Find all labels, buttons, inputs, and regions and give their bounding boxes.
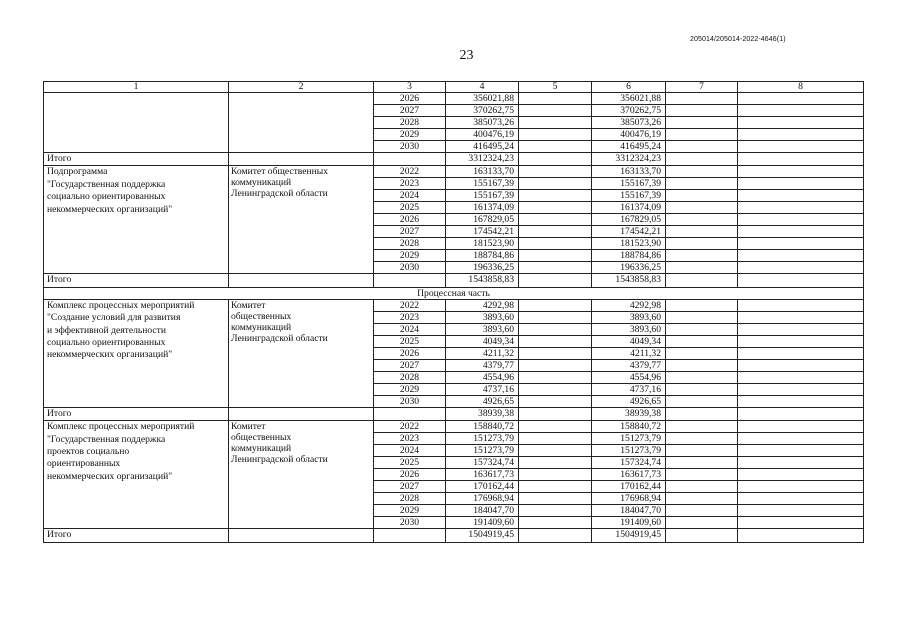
year-cell: 2024 — [374, 323, 446, 335]
empty-cell — [738, 214, 864, 226]
section-title: Процессная часть — [44, 287, 864, 299]
amount-cell: 3893,60 — [592, 311, 666, 323]
empty-cell — [666, 299, 738, 311]
amount-cell: 356021,88 — [592, 93, 666, 105]
empty-cell — [519, 505, 592, 517]
empty-cell — [229, 274, 374, 287]
year-cell: 2027 — [374, 105, 446, 117]
year-cell: 2024 — [374, 445, 446, 457]
empty-cell — [738, 469, 864, 481]
amount-cell: 161374,09 — [592, 202, 666, 214]
amount-cell: 184047,70 — [446, 505, 519, 517]
empty-cell — [519, 117, 592, 129]
empty-cell — [666, 190, 738, 202]
empty-cell — [738, 202, 864, 214]
column-number-row — [44, 82, 864, 93]
empty-cell — [666, 505, 738, 517]
empty-cell — [738, 274, 864, 287]
amount-cell: 151273,79 — [592, 445, 666, 457]
total-label: Итого — [44, 153, 229, 166]
empty-cell — [738, 262, 864, 274]
empty-cell — [519, 238, 592, 250]
empty-cell — [738, 371, 864, 383]
program-name-cell: Подпрограмма "Государственная поддержка социально ориентированных некоммерческих организаций" — [44, 166, 229, 274]
year-cell: 2028 — [374, 371, 446, 383]
empty-cell — [666, 445, 738, 457]
empty-cell — [738, 93, 864, 105]
amount-cell: 4737,16 — [592, 383, 666, 395]
year-cell: 2026 — [374, 93, 446, 105]
empty-cell — [738, 238, 864, 250]
empty-cell — [666, 238, 738, 250]
empty-cell — [666, 250, 738, 262]
amount-cell: 4049,34 — [592, 335, 666, 347]
empty-cell — [738, 517, 864, 529]
empty-cell — [666, 421, 738, 433]
empty-cell — [666, 178, 738, 190]
empty-cell — [519, 529, 592, 542]
empty-cell — [738, 153, 864, 166]
amount-cell: 3893,60 — [446, 311, 519, 323]
empty-cell — [738, 421, 864, 433]
amount-cell: 155167,39 — [446, 178, 519, 190]
empty-cell — [519, 383, 592, 395]
empty-cell — [519, 395, 592, 407]
empty-cell — [666, 433, 738, 445]
empty-cell — [519, 493, 592, 505]
amount-cell: 170162,44 — [592, 481, 666, 493]
table-row — [44, 166, 864, 178]
empty-cell — [519, 129, 592, 141]
amount-cell: 370262,75 — [592, 105, 666, 117]
year-cell: 2029 — [374, 383, 446, 395]
empty-cell — [229, 407, 374, 420]
amount-cell: 151273,79 — [592, 433, 666, 445]
amount-cell: 191409,60 — [446, 517, 519, 529]
amount-cell: 4737,16 — [446, 383, 519, 395]
amount-cell: 4379,77 — [446, 359, 519, 371]
empty-cell — [519, 323, 592, 335]
year-cell: 2029 — [374, 250, 446, 262]
total-row — [44, 529, 864, 542]
empty-cell — [738, 481, 864, 493]
empty-cell — [738, 407, 864, 420]
amount-cell: 155167,39 — [592, 190, 666, 202]
empty-cell — [519, 153, 592, 166]
amount-cell: 188784,86 — [592, 250, 666, 262]
empty-cell — [666, 214, 738, 226]
page-number: 23 — [459, 48, 474, 63]
executor-cell: Комитет общественных коммуникаций Ленинградской области — [229, 421, 374, 529]
empty-cell — [519, 105, 592, 117]
empty-cell — [666, 395, 738, 407]
empty-cell — [519, 226, 592, 238]
amount-cell: 174542,21 — [446, 226, 519, 238]
empty-cell — [666, 457, 738, 469]
empty-cell — [374, 274, 446, 287]
empty-cell — [666, 129, 738, 141]
year-cell: 2022 — [374, 299, 446, 311]
year-cell: 2023 — [374, 178, 446, 190]
empty-cell — [519, 93, 592, 105]
amount-cell: 385073,26 — [592, 117, 666, 129]
empty-cell — [519, 371, 592, 383]
empty-cell — [519, 347, 592, 359]
year-cell: 2029 — [374, 129, 446, 141]
empty-cell — [519, 311, 592, 323]
empty-cell — [519, 469, 592, 481]
program-name-cell: Комплекс процессных мероприятий "Создание условий для развития и эффективной деятельности социально ориентированных некоммерческих организаций" — [44, 299, 229, 407]
amount-cell: 4211,32 — [446, 347, 519, 359]
year-cell: 2025 — [374, 202, 446, 214]
amount-cell: 4926,65 — [592, 395, 666, 407]
table-row — [44, 93, 864, 105]
total-amount: 38939,38 — [446, 407, 519, 420]
amount-cell: 184047,70 — [592, 505, 666, 517]
empty-cell — [374, 153, 446, 166]
amount-cell: 385073,26 — [446, 117, 519, 129]
amount-cell: 167829,05 — [446, 214, 519, 226]
amount-cell: 151273,79 — [446, 433, 519, 445]
empty-cell — [666, 117, 738, 129]
empty-cell — [519, 214, 592, 226]
amount-cell: 196336,25 — [446, 262, 519, 274]
executor-cell: Комитет общественных коммуникаций Ленинградской области — [229, 299, 374, 407]
empty-cell — [666, 371, 738, 383]
amount-cell: 356021,88 — [446, 93, 519, 105]
executor-cell — [229, 93, 374, 153]
amount-cell: 163617,73 — [592, 469, 666, 481]
amount-cell: 416495,24 — [592, 141, 666, 153]
program-name-cell: Комплекс процессных мероприятий "Государственная поддержка проектов социально ориентированных некоммерческих организаций" — [44, 421, 229, 529]
amount-cell: 155167,39 — [592, 178, 666, 190]
empty-cell — [374, 529, 446, 542]
empty-cell — [666, 517, 738, 529]
amount-cell: 4379,77 — [592, 359, 666, 371]
empty-cell — [519, 421, 592, 433]
table-row — [44, 299, 864, 311]
year-cell: 2023 — [374, 433, 446, 445]
empty-cell — [738, 105, 864, 117]
empty-cell — [666, 335, 738, 347]
year-cell: 2024 — [374, 190, 446, 202]
amount-cell: 191409,60 — [592, 517, 666, 529]
amount-cell: 176968,94 — [446, 493, 519, 505]
empty-cell — [738, 190, 864, 202]
year-cell: 2025 — [374, 457, 446, 469]
amount-cell: 4554,96 — [446, 371, 519, 383]
program-name-cell — [44, 93, 229, 153]
total-label: Итого — [44, 274, 229, 287]
amount-cell: 163133,70 — [446, 166, 519, 178]
empty-cell — [666, 166, 738, 178]
empty-cell — [666, 493, 738, 505]
empty-cell — [519, 190, 592, 202]
total-row — [44, 153, 864, 166]
total-amount: 1543858,83 — [592, 274, 666, 287]
empty-cell — [666, 226, 738, 238]
empty-cell — [738, 129, 864, 141]
year-cell: 2028 — [374, 493, 446, 505]
empty-cell — [666, 274, 738, 287]
year-cell: 2022 — [374, 166, 446, 178]
empty-cell — [666, 93, 738, 105]
year-cell: 2027 — [374, 481, 446, 493]
amount-cell: 4049,34 — [446, 335, 519, 347]
empty-cell — [738, 457, 864, 469]
year-cell: 2027 — [374, 226, 446, 238]
empty-cell — [519, 433, 592, 445]
empty-cell — [519, 407, 592, 420]
table-row — [44, 421, 864, 433]
empty-cell — [666, 407, 738, 420]
amount-cell: 161374,09 — [446, 202, 519, 214]
column-header: 8 — [738, 82, 864, 93]
amount-cell: 4211,32 — [592, 347, 666, 359]
empty-cell — [519, 262, 592, 274]
empty-cell — [519, 335, 592, 347]
budget-table — [43, 81, 864, 543]
total-amount: 1504919,45 — [446, 529, 519, 542]
empty-cell — [666, 529, 738, 542]
empty-cell — [666, 359, 738, 371]
empty-cell — [519, 481, 592, 493]
total-amount: 3312324,23 — [446, 153, 519, 166]
empty-cell — [738, 178, 864, 190]
empty-cell — [519, 274, 592, 287]
year-cell: 2030 — [374, 395, 446, 407]
year-cell: 2030 — [374, 262, 446, 274]
amount-cell: 400476,19 — [592, 129, 666, 141]
empty-cell — [738, 141, 864, 153]
year-cell: 2028 — [374, 117, 446, 129]
empty-cell — [666, 105, 738, 117]
total-amount: 1504919,45 — [592, 529, 666, 542]
column-header: 2 — [229, 82, 374, 93]
empty-cell — [519, 517, 592, 529]
year-cell: 2026 — [374, 469, 446, 481]
document-id: 205014/205014-2022-4646(1) — [690, 36, 786, 43]
year-cell: 2026 — [374, 214, 446, 226]
empty-cell — [738, 323, 864, 335]
executor-cell: Комитет общественных коммуникаций Ленинградской области — [229, 166, 374, 274]
amount-cell: 167829,05 — [592, 214, 666, 226]
amount-cell: 3893,60 — [446, 323, 519, 335]
empty-cell — [738, 299, 864, 311]
amount-cell: 400476,19 — [446, 129, 519, 141]
total-row — [44, 274, 864, 287]
empty-cell — [666, 481, 738, 493]
amount-cell: 196336,25 — [592, 262, 666, 274]
empty-cell — [738, 493, 864, 505]
amount-cell: 158840,72 — [446, 421, 519, 433]
empty-cell — [738, 445, 864, 457]
empty-cell — [738, 383, 864, 395]
empty-cell — [519, 250, 592, 262]
column-header: 6 — [592, 82, 666, 93]
empty-cell — [519, 299, 592, 311]
empty-cell — [519, 166, 592, 178]
empty-cell — [519, 359, 592, 371]
empty-cell — [666, 469, 738, 481]
empty-cell — [738, 395, 864, 407]
empty-cell — [666, 383, 738, 395]
empty-cell — [519, 457, 592, 469]
amount-cell: 370262,75 — [446, 105, 519, 117]
column-header: 5 — [519, 82, 592, 93]
section-row — [44, 287, 864, 299]
amount-cell: 155167,39 — [446, 190, 519, 202]
empty-cell — [738, 166, 864, 178]
year-cell: 2028 — [374, 238, 446, 250]
empty-cell — [738, 529, 864, 542]
column-header: 1 — [44, 82, 229, 93]
empty-cell — [666, 311, 738, 323]
amount-cell: 4292,98 — [592, 299, 666, 311]
empty-cell — [738, 250, 864, 262]
year-cell: 2030 — [374, 517, 446, 529]
empty-cell — [666, 141, 738, 153]
empty-cell — [666, 262, 738, 274]
year-cell: 2030 — [374, 141, 446, 153]
year-cell: 2029 — [374, 505, 446, 517]
amount-cell: 157324,74 — [592, 457, 666, 469]
empty-cell — [666, 323, 738, 335]
total-amount: 38939,38 — [592, 407, 666, 420]
amount-cell: 181523,90 — [592, 238, 666, 250]
empty-cell — [738, 505, 864, 517]
year-cell: 2025 — [374, 335, 446, 347]
column-header: 3 — [374, 82, 446, 93]
year-cell: 2023 — [374, 311, 446, 323]
amount-cell: 176968,94 — [592, 493, 666, 505]
amount-cell: 188784,86 — [446, 250, 519, 262]
amount-cell: 416495,24 — [446, 141, 519, 153]
empty-cell — [738, 117, 864, 129]
empty-cell — [519, 141, 592, 153]
year-cell: 2027 — [374, 359, 446, 371]
year-cell: 2026 — [374, 347, 446, 359]
empty-cell — [738, 347, 864, 359]
empty-cell — [738, 226, 864, 238]
amount-cell: 158840,72 — [592, 421, 666, 433]
total-label: Итого — [44, 407, 229, 420]
total-row — [44, 407, 864, 420]
amount-cell: 163617,73 — [446, 469, 519, 481]
amount-cell: 181523,90 — [446, 238, 519, 250]
amount-cell: 170162,44 — [446, 481, 519, 493]
empty-cell — [374, 407, 446, 420]
amount-cell: 4554,96 — [592, 371, 666, 383]
column-header: 7 — [666, 82, 738, 93]
amount-cell: 4926,65 — [446, 395, 519, 407]
total-amount: 3312324,23 — [592, 153, 666, 166]
empty-cell — [666, 153, 738, 166]
year-cell: 2022 — [374, 421, 446, 433]
amount-cell: 4292,98 — [446, 299, 519, 311]
amount-cell: 157324,74 — [446, 457, 519, 469]
empty-cell — [738, 335, 864, 347]
empty-cell — [738, 359, 864, 371]
empty-cell — [229, 529, 374, 542]
empty-cell — [666, 202, 738, 214]
empty-cell — [738, 311, 864, 323]
empty-cell — [738, 433, 864, 445]
empty-cell — [519, 178, 592, 190]
column-header: 4 — [446, 82, 519, 93]
amount-cell: 151273,79 — [446, 445, 519, 457]
total-label: Итого — [44, 529, 229, 542]
empty-cell — [666, 347, 738, 359]
amount-cell: 163133,70 — [592, 166, 666, 178]
amount-cell: 174542,21 — [592, 226, 666, 238]
empty-cell — [229, 153, 374, 166]
empty-cell — [519, 445, 592, 457]
empty-cell — [519, 202, 592, 214]
total-amount: 1543858,83 — [446, 274, 519, 287]
amount-cell: 3893,60 — [592, 323, 666, 335]
